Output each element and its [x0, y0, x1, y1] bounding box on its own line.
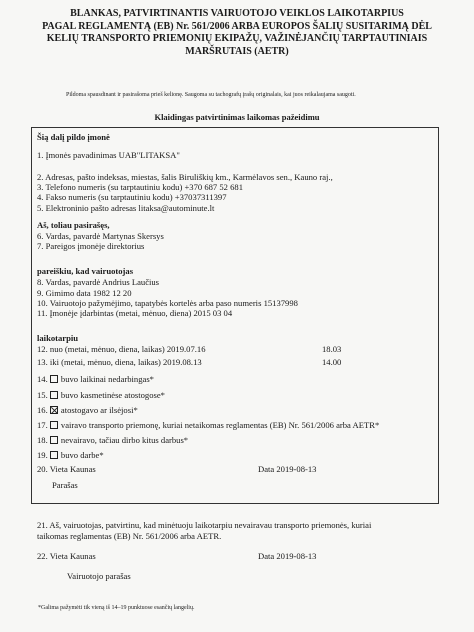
date-2: Data 2019-08-13 [258, 551, 317, 561]
driver-signature-label: Vairuotojo parašas [67, 571, 131, 581]
company-fax: 4. Fakso numeris (su tarptautiniu kodu) +37037311397 [37, 192, 227, 202]
period-from: 12. nuo (metai, mėnuo, diena, laikas) 2019.07.16 [37, 344, 206, 354]
driver-birth-date: 9. Gimimo data 1982 12 20 [37, 288, 132, 298]
place-2: 22. Vieta Kaunas [37, 551, 96, 561]
header-line-2: PAGAL REGLAMENTĄ (EB) Nr. 561/2006 ARBA EUROPOS ŠALIŲ SUSITARIMĄ DĖL [42, 20, 432, 32]
period-to: 13. iki (metai, mėnuo, diena, laikas) 2019.08.13 [37, 357, 202, 367]
signer-position: 7. Pareigos įmonėje direktorius [37, 241, 145, 251]
instruction-note: Pildoma spausdinant ir pasirašoma prieš kelionę. Saugoma su tachografų įrašų originalais, kai juos reikalaujama saugoti. [66, 92, 356, 98]
driver-statement-line-1: 21. Aš, vairuotojas, patvirtinu, kad minėtuoju laikotarpiu nevairavau transporto priemonės, kuriai [37, 520, 372, 530]
option-19 [37, 450, 104, 460]
option-15-checkbox[interactable] [50, 391, 58, 399]
company-address: 2. Adresas, pašto indeksas, miestas, šalis Biruliškių km., Karmėlavos sen., Kauno raj., [37, 172, 333, 182]
company-section-heading: Šią dalį pildo įmonė [37, 132, 110, 142]
option-18-number: 18. [37, 435, 48, 445]
option-14-label: buvo laikinai nedarbingas* [60, 374, 154, 384]
period-heading: laikotarpiu [37, 333, 79, 343]
option-14-number: 14. [37, 374, 48, 384]
document-header [40, 8, 434, 58]
header-line-4: MARŠRUTAIS (AETR) [185, 45, 289, 57]
footnote: *Galima pažymėti tik vieną iš 14–19 punktuose esančių langelių. [38, 605, 195, 611]
driver-license-number: 10. Vairuotojo pažymėjimo, tapatybės kortelės arba paso numeris 15137998 [37, 298, 298, 308]
option-18-label: nevairavo, tačiau dirbo kitus darbus* [60, 435, 189, 445]
option-15-label: buvo kasmetinėse atostogose* [60, 390, 165, 400]
signer-heading: Aš, toliau pasirašęs, [37, 220, 110, 230]
option-19-checkbox[interactable] [50, 451, 58, 459]
option-15-number: 15. [37, 390, 48, 400]
period-to-time: 14.00 [322, 357, 342, 367]
option-18 [37, 435, 188, 445]
option-19-label: buvo darbe* [60, 450, 104, 460]
driver-heading: pareiškiu, kad vairuotojas [37, 266, 134, 276]
company-name: 1. Įmonės pavadinimas UAB"LITAKSA" [37, 150, 180, 160]
subtitle: Klaidingas patvirtinimas laikomas pažeidimu [154, 112, 320, 122]
driver-employment-date: 11. Įmonėje įdarbintas (metai, mėnuo, diena) 2015 03 04 [37, 308, 233, 318]
driver-statement-line-2: taikomas reglamentas (EB) Nr. 561/2006 arba AETR. [37, 531, 222, 541]
option-16-number: 16. [37, 405, 48, 415]
option-15 [37, 390, 165, 400]
driver-name: 8. Vardas, pavardė Andrius Laučius [37, 277, 160, 287]
option-17-number: 17. [37, 420, 48, 430]
option-14 [37, 374, 154, 384]
signature-1-label: Parašas [52, 480, 78, 490]
option-16-checkbox-checked[interactable] [50, 406, 58, 414]
period-from-time: 18.03 [322, 344, 342, 354]
option-17-checkbox[interactable] [50, 421, 58, 429]
option-19-number: 19. [37, 450, 48, 460]
date-1: Data 2019-08-13 [258, 464, 317, 474]
option-16 [37, 405, 138, 415]
option-17 [37, 420, 379, 430]
place-1: 20. Vieta Kaunas [37, 464, 96, 474]
option-16-label: atostogavo ar ilsėjosi* [60, 405, 138, 415]
header-line-1: BLANKAS, PATVIRTINANTIS VAIRUOTOJO VEIKLOS LAIKOTARPIUS [70, 8, 404, 19]
signer-name: 6. Vardas, pavardė Martynas Skersys [37, 231, 164, 241]
option-18-checkbox[interactable] [50, 436, 58, 444]
company-phone: 3. Telefono numeris (su tarptautiniu kodu) +370 687 52 681 [37, 182, 244, 192]
company-email: 5. Elektroninio pašto adresas litaksa@autominute.lt [37, 203, 215, 213]
option-17-label: vairavo transporto priemonę, kuriai netaikomas reglamentas (EB) Nr. 561/2006 arba AETR* [60, 420, 380, 430]
option-14-checkbox[interactable] [50, 375, 58, 383]
header-line-3: KELIŲ TRANSPORTO PRIEMONIŲ EKIPAŽŲ, VAŽINĖJANČIŲ TARPTAUTINIAIS [46, 33, 428, 45]
